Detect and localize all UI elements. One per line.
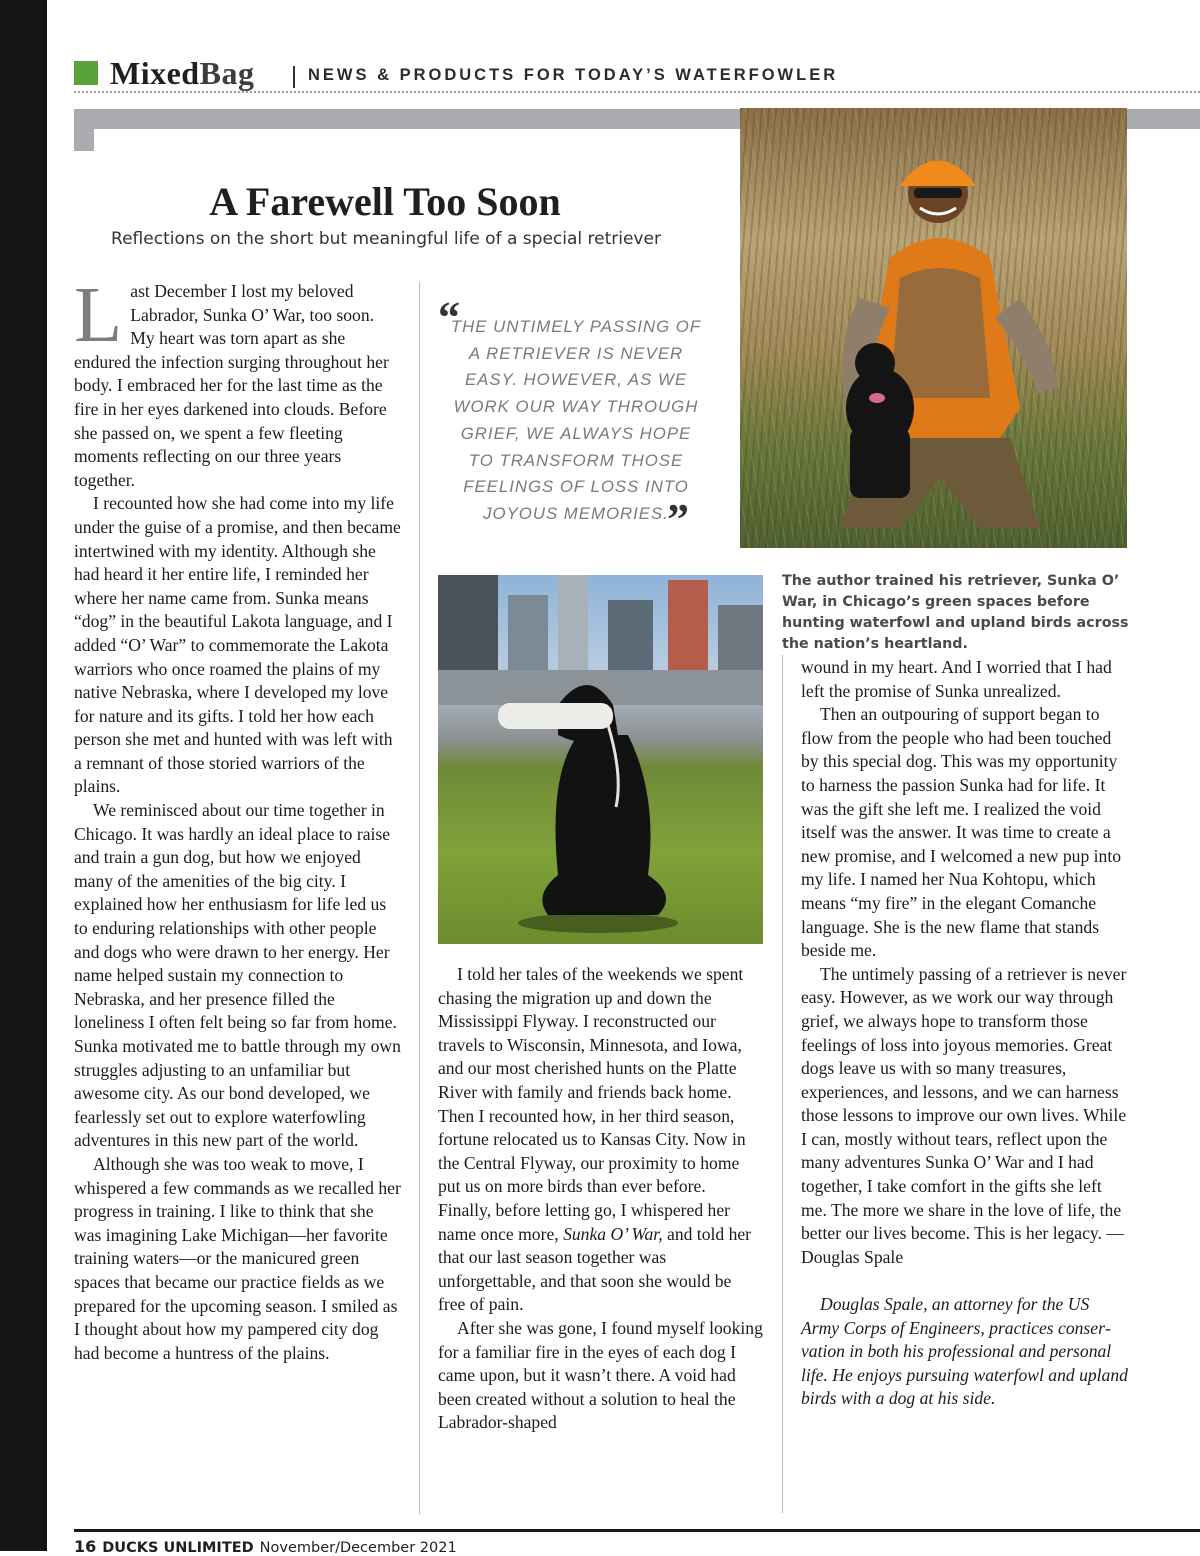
author-bio: Douglas Spale, an attorney for the US Army Corps of Engineers, practices conservation in both his professional and personal life. He enjoys pursuing waterfowl and upland birds with a dog at his side. [801, 1294, 1128, 1409]
section-title-mixed: Mixed [110, 55, 200, 91]
page-footer [74, 1537, 457, 1556]
column-2 [438, 963, 763, 1435]
paragraph: After she was gone, I found myself looking for a familiar fire in the eyes of each dog I came upon, but it wasn’t there. A void had been created without a solution to heal the Labrador-shaped [438, 1317, 763, 1433]
section-tagline: NEWS & PRODUCTS FOR TODAY’S WATERFOWLER [308, 66, 839, 84]
pull-quote: THE UNTIMELY PASSING OF A RETRIEVER IS NEVER EASY. HOWEVER, AS WE WORK OUR WAY THROUGH GRIEF, WE ALWAYS HOPE TO TRANSFORM THOSE FEELINGS OF LOSS INTO JOYOUS MEMORIES. [450, 317, 702, 523]
section-title [110, 55, 254, 92]
paragraph [438, 963, 763, 1317]
issue-date: November/December 2021 [259, 1540, 457, 1556]
article-title: A Farewell Too Soon [209, 179, 561, 224]
header-dotted-rule [74, 91, 1200, 93]
column-1 [74, 272, 402, 1365]
paragraph: Then an outpouring of support began to flow from the people who had been touched by this special dog. This was my opportunity to harness the passion Sunka had for life. It was the gift she left me. I realized the void itself was the answer. It was time to create a new promise, and I welcomed a new pup into my life. I named her Nua Kohtopu, which means “my fire” in the elegant Comanche language. She is the new flame that stands beside me. [801, 704, 1122, 961]
quote-close-mark: ” [667, 495, 689, 544]
quote-open-mark: “ [438, 293, 460, 342]
paragraph: wound in my heart. And I worried that I had left the promise of Sunka unrealized. [801, 657, 1112, 701]
column-3 [801, 656, 1129, 1411]
grey-banner-tick [74, 109, 94, 151]
page-spine [0, 0, 47, 1551]
paragraph-text: and told her that our last season together was unforgettable, and that soon she would be free of pain. [438, 1223, 752, 1315]
dog-name-italic: Sunka O’ War, [563, 1223, 663, 1244]
paragraph: I recounted how she had come into my life under the guise of a promise, and then became intertwined with my identity. Although she had heard it her entire life, I reminded her where her name came from. Sunka means “dog” in the beautiful Lakota language, and I added “O’ War” to commemorate the Lakota warriors who once roamed the plains of my native Nebraska, where I developed my love for nature and its gifts. I told her how each person she met and hunted with was left with a remnant of those storied warriors of the plains. [74, 493, 401, 797]
magazine-name: DUCKS UNLIMITED [102, 1540, 254, 1556]
column-divider [782, 655, 783, 1513]
paragraph: Although she was too weak to move, I whispered a few commands as we recalled her progress in training. I like to think that she was imagining Lake Michigan—her favorite training waters—or the manicured green spaces that became our practice fields as we prepared for the upcoming season. I smiled as I thought about how my pampered city dog had become a huntress of the plains. [74, 1153, 401, 1363]
paragraph: We reminisced about our time together in Chicago. It was hardly an ideal place to raise and train a gun dog, but how we enjoyed many of the amenities of the big city. I explained how her enthusiasm for life led us to enduring relationships with other people and dogs who were drawn to her energy. Her name helped sustain my connection to Nebraska, and her presence filled the loneliness I often felt being so far from home. Sunka motivated me to battle through my own struggles adjusting to an unfamiliar but awesome city. As our bond developed, we fearlessly set out to explore waterfowling adventures in this new part of the world. [74, 800, 401, 1151]
paragraph: The untimely passing of a retriever is never easy. However, as we work our way through grief, we always hope to transform those feelings of loss into joyous memories. Great dogs leave us with so many treasures, experiences, and lessons, and we can harness those lessons to improve our own lives. While I can, mostly without tears, reflect upon the many adventures Sunka O’ War and I had together, I take comfort in the gifts she left me. The more we share in the love of life, the better our lives become. This is her legacy. —Douglas Spale [801, 963, 1127, 1267]
article-deck: Reflections on the short but meaningful life of a special retriever [111, 229, 661, 249]
page-number: 16 [74, 1537, 97, 1556]
footer-rule [74, 1529, 1200, 1532]
section-title-bag: Bag [199, 55, 255, 91]
author-figure [740, 108, 1127, 548]
author-dog-photo [740, 108, 1127, 548]
photo-caption: The author trained his retriever, Sunka O’ War, in Chicago’s green spaces before hunting waterfowl and upland birds across the nation’s heartland. [782, 573, 1129, 652]
section-marker [74, 61, 98, 85]
dog-with-dummy-photo [438, 575, 763, 944]
paragraph-text: ast December I lost my beloved Labrador, Sunka O’ War, too soon. My heart was torn apart as she endured the infection surging throughout her body. I embraced her for the last time as the fire in her eyes darkened into clouds. Before she passed on, we spent a few fleeting moments reflecting on our three years together. [74, 281, 389, 490]
city-dog-scene [438, 575, 763, 944]
drop-cap: L [74, 272, 123, 359]
header-separator [293, 66, 295, 88]
column-divider [419, 282, 420, 1514]
paragraph-text: I told her tales of the weekends we spent chasing the migration up and down the Mississippi Flyway. I reconstructed our travels to Wisconsin, Minnesota, and Iowa, and our most cherished hunts on the Platte River with family and friends back home. Then I recounted how, in her third season, fortune relocated us to Kansas City. Now in the Central Flyway, our proximity to home put us on more birds than ever before. Finally, before letting go, I whispered her name once more, [438, 964, 746, 1244]
paragraph [74, 272, 402, 492]
